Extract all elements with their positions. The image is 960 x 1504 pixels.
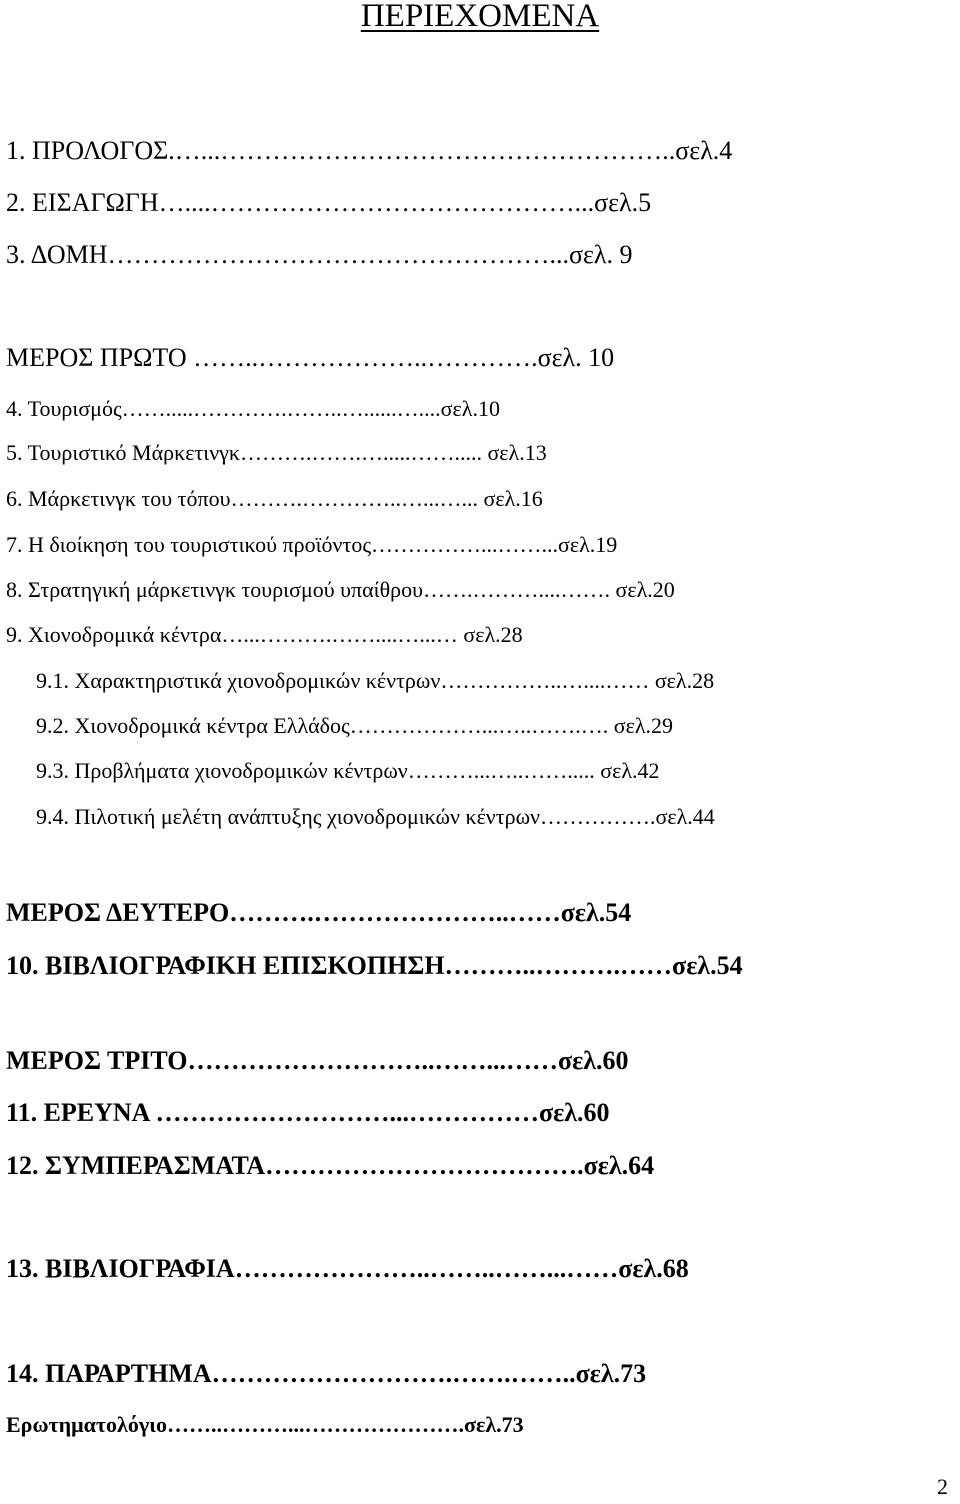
toc-entry-meros-trito[interactable]: ΜΕΡΟΣ ΤΡΙΤΟ………………………..……...……σελ.60	[6, 1046, 629, 1075]
toc-entry-meros-deftero[interactable]: ΜΕΡΟΣ ΔΕΥΤΕΡΟ……….…………………..……σελ.54	[6, 898, 632, 927]
toc-entry-domi[interactable]: 3. ΔΟΜΗ……………………………………………...σελ. 9	[6, 240, 633, 269]
toc-entry-marketing-topou[interactable]: 6. Μάρκετινγκ του τόπου……….…………..…...…... σελ.16	[6, 486, 543, 511]
toc-entry-parartima[interactable]: 14. ΠΑΡΑΡΤΗΜΑ……………………….…….……..σελ.73	[6, 1359, 647, 1388]
toc-entry-symperasmata[interactable]: 12. ΣΥΜΠΕΡΑΣΜΑΤΑ……………………………….σελ.64	[6, 1151, 655, 1180]
toc-entry-ereuna[interactable]: 11. ΕΡΕΥΝΑ ………………………...……………σελ.60	[6, 1098, 610, 1127]
toc-entry-tourismos[interactable]: 4. Τουρισμός…….....………….……..…......…....σελ.10	[6, 396, 500, 421]
toc-entry-9-2[interactable]: 9.2. Χιονοδρομικά κέντρα Ελλάδος………………...…..…….…. σελ.29	[36, 713, 673, 738]
page-number: 2	[937, 1474, 948, 1499]
toc-entry-stratigiki[interactable]: 8. Στρατηγική μάρκετινγκ τουρισμού υπαίθρου…….………....……. σελ.20	[6, 577, 675, 602]
page-title: ΠΕΡΙΕΧΟΜΕΝΑ	[360, 0, 600, 34]
toc-entry-xionodromika[interactable]: 9. Χιονοδρομικά κέντρα…...……….……....…...… σελ.28	[6, 622, 523, 647]
toc-entry-9-1[interactable]: 9.1. Χαρακτηριστικά χιονοδρομικών κέντρων……………..…....…… σελ.28	[36, 668, 715, 693]
toc-entry-erotimatologio[interactable]: Ερωτηματολόγιο……..………...………………….σελ.73	[6, 1412, 524, 1437]
toc-entry-dioikisi[interactable]: 7. Η διοίκηση του τουριστικού προϊόντος……………...……...σελ.19	[6, 532, 618, 557]
toc-entry-9-3[interactable]: 9.3. Προβλήματα χιονοδρομικών κέντρων………...…..……..... σελ.42	[36, 758, 660, 783]
toc-entry-prologos[interactable]: 1. ΠΡΟΛΟΓΟΣ.…...……………………………………………..σελ.4	[6, 136, 733, 165]
toc-entry-bibliografia[interactable]: 13. ΒΙΒΛΙΟΓΡΑΦΙΑ…………………..……..……...……σελ.68	[6, 1254, 689, 1283]
toc-entry-eisagogi[interactable]: 2. ΕΙΣΑΓΩΓΗ…....……………………………………...σελ.5	[6, 188, 652, 217]
toc-entry-touristiko-marketing[interactable]: 5. Τουριστικό Μάρκετινγκ……….…….….....……..... σελ.13	[6, 440, 547, 465]
toc-entry-bibliografiki[interactable]: 10. ΒΙΒΛΙΟΓΡΑΦΙΚΗ ΕΠΙΣΚΟΠΗΣΗ………..……….……σελ.54	[6, 951, 743, 980]
toc-entry-meros-proto[interactable]: ΜΕΡΟΣ ΠΡΩΤΟ ……..………………..………….σελ. 10	[6, 343, 615, 372]
toc-entry-9-4[interactable]: 9.4. Πιλοτική μελέτη ανάπτυξης χιονοδρομικών κέντρων…………….σελ.44	[36, 804, 715, 829]
